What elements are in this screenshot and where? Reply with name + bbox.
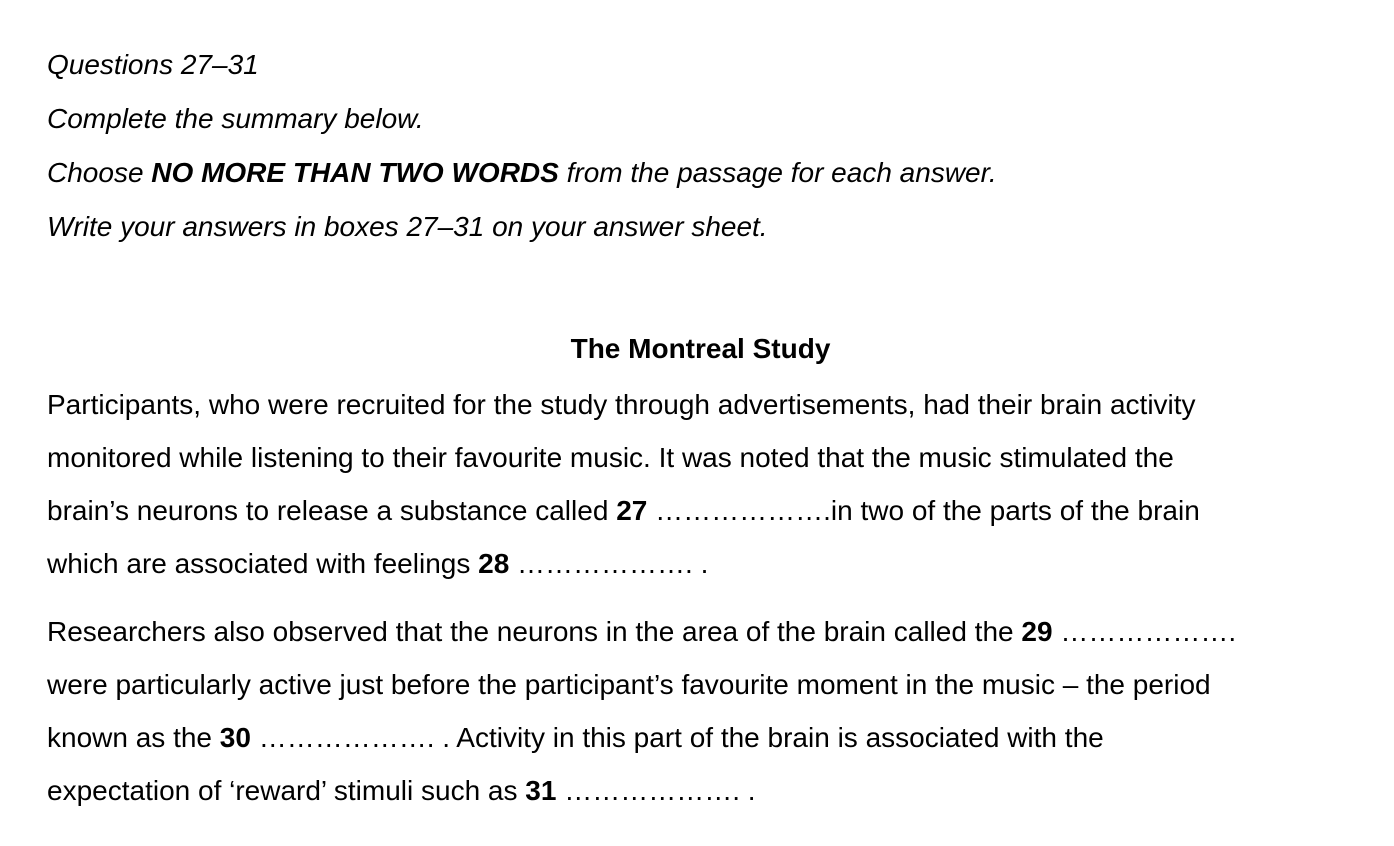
text-segment: from the passage for each answer. bbox=[558, 157, 997, 188]
text-segment: Participants, who were recruited for the study through advertisements, had their brain activity bbox=[47, 389, 1196, 420]
question-number: 29 bbox=[1021, 616, 1053, 647]
text-line bbox=[47, 92, 1354, 146]
instructions-block bbox=[47, 38, 1354, 254]
summary-paragraph-2 bbox=[47, 605, 1354, 817]
question-number: 30 bbox=[219, 722, 251, 753]
text-segment: known as the bbox=[47, 722, 220, 753]
text-segment: Questions 27–31 bbox=[47, 49, 259, 80]
text-line bbox=[47, 764, 1354, 817]
text-segment: Choose bbox=[47, 157, 152, 188]
text-line bbox=[47, 38, 1354, 92]
question-number: 31 bbox=[525, 775, 557, 806]
text-segment: Complete the summary below. bbox=[47, 103, 424, 134]
text-segment: ………………. . bbox=[556, 775, 756, 806]
text-segment: expectation of ‘reward’ stimuli such as bbox=[47, 775, 526, 806]
text-segment: Researchers also observed that the neurons in the area of the brain called the bbox=[47, 616, 1022, 647]
text-segment: which are associated with feelings bbox=[47, 548, 479, 579]
text-line bbox=[47, 537, 1354, 590]
text-line bbox=[47, 146, 1354, 200]
text-line bbox=[47, 200, 1354, 254]
text-segment: ………………. . Activity in this part of the brain is associated with the bbox=[250, 722, 1104, 753]
text-segment: were particularly active just before the participant’s favourite moment in the music – the period bbox=[47, 669, 1211, 700]
text-segment: ………………. bbox=[1052, 616, 1237, 647]
text-line bbox=[47, 711, 1354, 764]
summary-paragraph-1 bbox=[47, 378, 1354, 590]
question-number: 27 bbox=[616, 495, 648, 526]
text-segment: monitored while listening to their favourite music. It was noted that the music stimulated the bbox=[47, 442, 1174, 473]
text-line bbox=[47, 605, 1354, 658]
text-line bbox=[47, 378, 1354, 431]
question-number: 28 bbox=[478, 548, 510, 579]
text-segment: ……………….in two of the parts of the brain bbox=[647, 495, 1200, 526]
text-segment: ………………. . bbox=[509, 548, 709, 579]
text-segment: Write your answers in boxes 27–31 on your answer sheet. bbox=[47, 211, 768, 242]
text-line bbox=[47, 658, 1354, 711]
summary-title: The Montreal Study bbox=[570, 333, 831, 364]
text-segment: brain’s neurons to release a substance called bbox=[47, 495, 617, 526]
text-line bbox=[47, 484, 1354, 537]
text-line bbox=[47, 431, 1354, 484]
bold-text: NO MORE THAN TWO WORDS bbox=[151, 157, 559, 188]
